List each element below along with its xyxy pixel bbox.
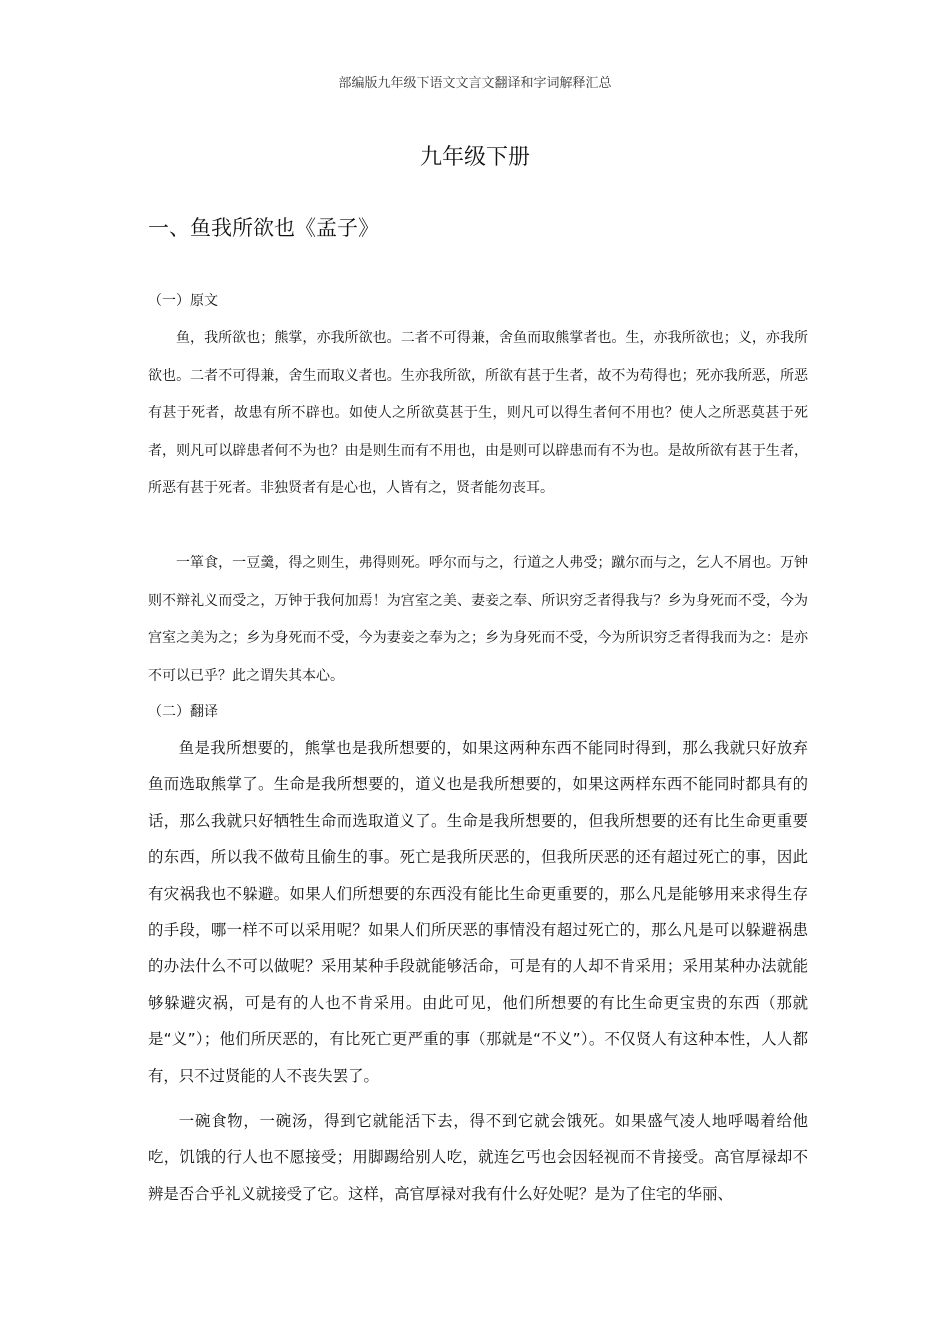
translation-heading: （二）翻译 xyxy=(148,704,218,720)
original-paragraph-1: 鱼，我所欲也；熊掌，亦我所欲也。二者不可得兼，舍鱼而取熊掌者也。生，亦我所欲也；义，亦我所欲也。二者不可得兼，舍生而取义者也。生亦我所欲，所欲有甚于生者，故不为苟得也；死亦我所恶，所恶有甚于死者，故患有所不辟也。如使人之所欲莫甚于生，则凡可以得生者何不用也？使人之所恶莫甚于死者，则凡可以辟患者何不为也？由是则生而有不用也，由是则可以辟患而有不为也。是故所欲有甚于生者，所恶有甚于死者。非独贤者有是心也，人皆有之，贤者能勿丧耳。 xyxy=(148,330,808,496)
page-title: 九年级下册 xyxy=(419,145,530,170)
running-header: 部编版九年级下语文文言文翻译和字词解释汇总 xyxy=(338,76,612,91)
translation-paragraph-1: 鱼是我所想要的，熊掌也是我所想要的，如果这两种东西不能同时得到，那么我就只好放弃鱼而选取熊掌了。生命是我所想要的，道义也是我所想要的，如果这两样东西不能同时都具有的话，那么我就只好牺牲生命而选取道义了。生命是我所想要的，但我所想要的还有比生命更重要的东西，所以我不做苟且偷生的事。死亡是我所厌恶的，但我所厌恶的还有超过死亡的事，因此有灾祸我也不躲避。如果人们所想要的东西没有能比生命更重要的，那么凡是能够用来求得生存的手段，哪一样不可以采用呢？如果人们所厌恶的事情没有超过死亡的，那么凡是可以躲避祸患的办法什么不可以做呢？采用某种手段就能够活命，可是有的人却不肯采用；采用某种办法就能够躲避灾祸，可是有的人也不肯采用。由此可见，他们所想要的有比生命更宝贵的东西（那就是“义”）；他们所厌恶的，有比死亡更严重的事（那就是“不义”）。不仅贤人有这种本性，人人都有，只不过贤能的人不丧失罢了。 xyxy=(148,739,808,1085)
original-text-heading: （一）原文 xyxy=(148,293,218,309)
translation-paragraph-2: 一碗食物，一碗汤，得到它就能活下去，得不到它就会饿死。如果盛气凌人地呼喝着给他吃，饥饿的行人也不愿接受；用脚踢给别人吃，就连乞丐也会因轻视而不肯接受。高官厚禄却不辨是否合乎礼义就接受了它。这样，高官厚禄对我有什么好处呢？是为了住宅的华丽、 xyxy=(148,1112,808,1203)
original-paragraph-2: 一箪食，一豆羹，得之则生，弗得则死。呼尔而与之，行道之人弗受；蹴尔而与之，乞人不屑也。万钟则不辩礼义而受之，万钟于我何加焉！为宫室之美、妻妾之奉、所识穷乏者得我与？乡为身死而不受，今为宫室之美为之；乡为身死而不受，今为妻妾之奉为之；乡为身死而不受，今为所识穷乏者得我而为之：是亦不可以已乎？此之谓失其本心。 xyxy=(148,555,808,684)
section-title: 一、鱼我所欲也《孟子》 xyxy=(148,216,379,240)
